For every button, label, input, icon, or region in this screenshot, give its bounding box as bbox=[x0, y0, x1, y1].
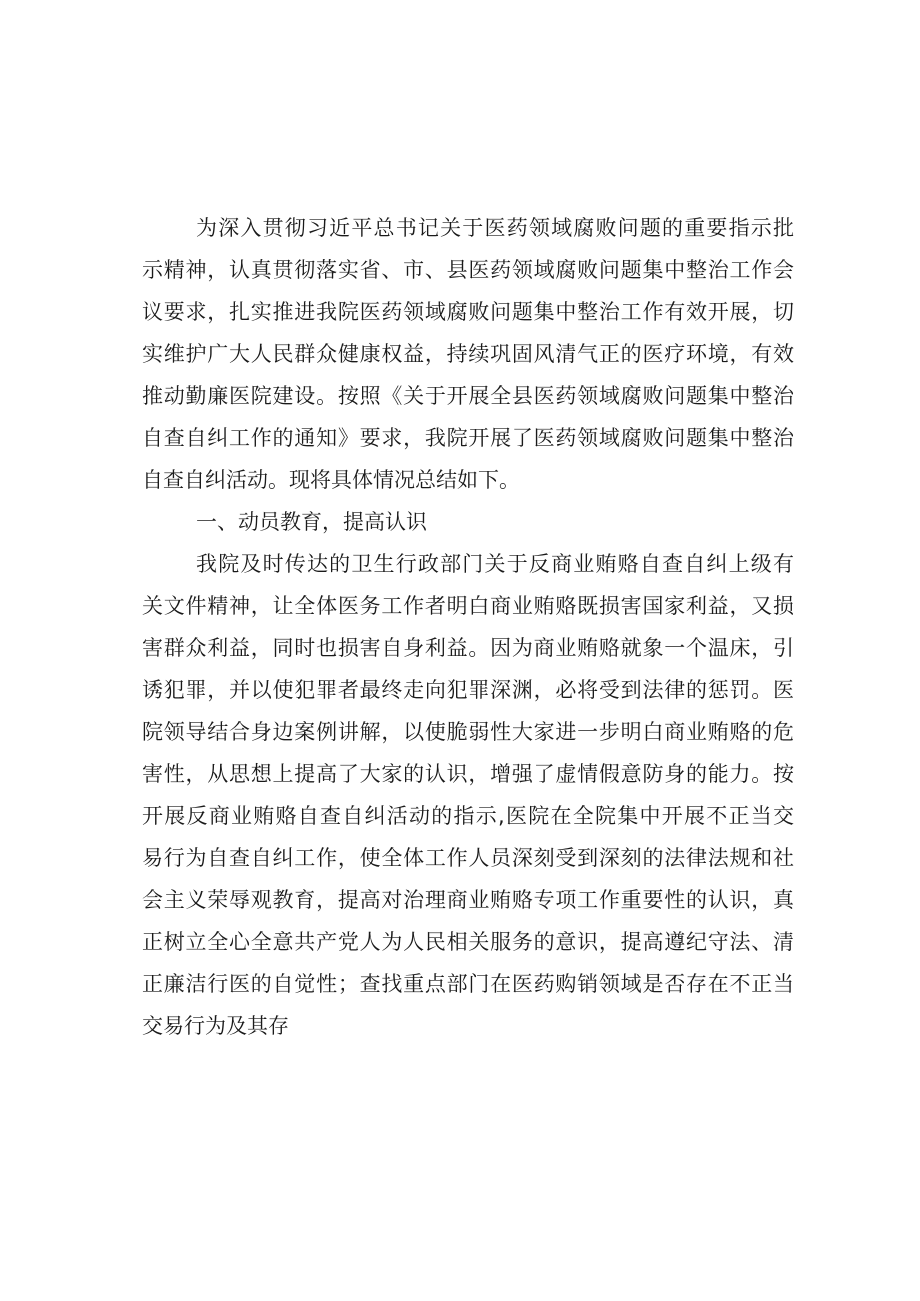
paragraph-line: 交易行为及其存 bbox=[142, 1014, 289, 1038]
body-paragraph bbox=[142, 543, 794, 1047]
paragraph-line: 会主义荣辱观教育，提高对治理商业贿赂专项工作重要性的认识，真 bbox=[142, 888, 794, 912]
paragraph-line: 为深入贯彻习近平总书记关于医药领域腐败问题的重要指示批 bbox=[196, 216, 794, 240]
paragraph-line: 害性，从思想上提高了大家的认识，增强了虚情假意防身的能力。按 bbox=[142, 762, 794, 786]
paragraph-line: 议要求，扎实推进我院医药领域腐败问题集中整治工作有效开展，切 bbox=[142, 300, 794, 324]
paragraph-line: 易行为自查自纠工作，使全体工作人员深刻受到深刻的法律法规和社 bbox=[142, 846, 794, 870]
paragraph-line: 关文件精神，让全体医务工作者明白商业贿赂既损害国家利益，又损 bbox=[142, 594, 794, 618]
paragraph-line: 开展反商业贿赂自查自纠活动的指示,医院在全院集中开展不正当交 bbox=[142, 804, 794, 828]
paragraph-line: 示精神，认真贯彻落实省、市、县医药领域腐败问题集中整治工作会 bbox=[142, 258, 794, 282]
document-body bbox=[142, 207, 794, 1047]
section-heading bbox=[142, 501, 794, 543]
paragraph-line: 自查自纠活动。现将具体情况总结如下。 bbox=[142, 468, 520, 492]
paragraph-line: 正树立全心全意共产党人为人民相关服务的意识，提高遵纪守法、清 bbox=[142, 930, 794, 954]
paragraph-line: 自查自纠工作的通知》要求，我院开展了医药领域腐败问题集中整治 bbox=[142, 426, 794, 450]
intro-paragraph bbox=[142, 207, 794, 501]
paragraph-line: 诱犯罪，并以使犯罪者最终走向犯罪深渊，必将受到法律的惩罚。医 bbox=[142, 678, 794, 702]
paragraph-line: 院领导结合身边案例讲解，以使脆弱性大家进一步明白商业贿赂的危 bbox=[142, 720, 794, 744]
paragraph-line: 害群众利益，同时也损害自身利益。因为商业贿赂就象一个温床，引 bbox=[142, 636, 794, 660]
paragraph-line: 正廉洁行医的自觉性；查找重点部门在医药购销领域是否存在不正当 bbox=[142, 972, 794, 996]
paragraph-line: 实维护广大人民群众健康权益，持续巩固风清气正的医疗环境，有效 bbox=[142, 342, 794, 366]
paragraph-line: 我院及时传达的卫生行政部门关于反商业贿赂自查自纠上级有 bbox=[196, 552, 794, 576]
paragraph-line: 推动勤廉医院建设。按照《关于开展全县医药领域腐败问题集中整治 bbox=[142, 384, 794, 408]
section-heading-text: 一、动员教育，提高认识 bbox=[196, 510, 427, 534]
